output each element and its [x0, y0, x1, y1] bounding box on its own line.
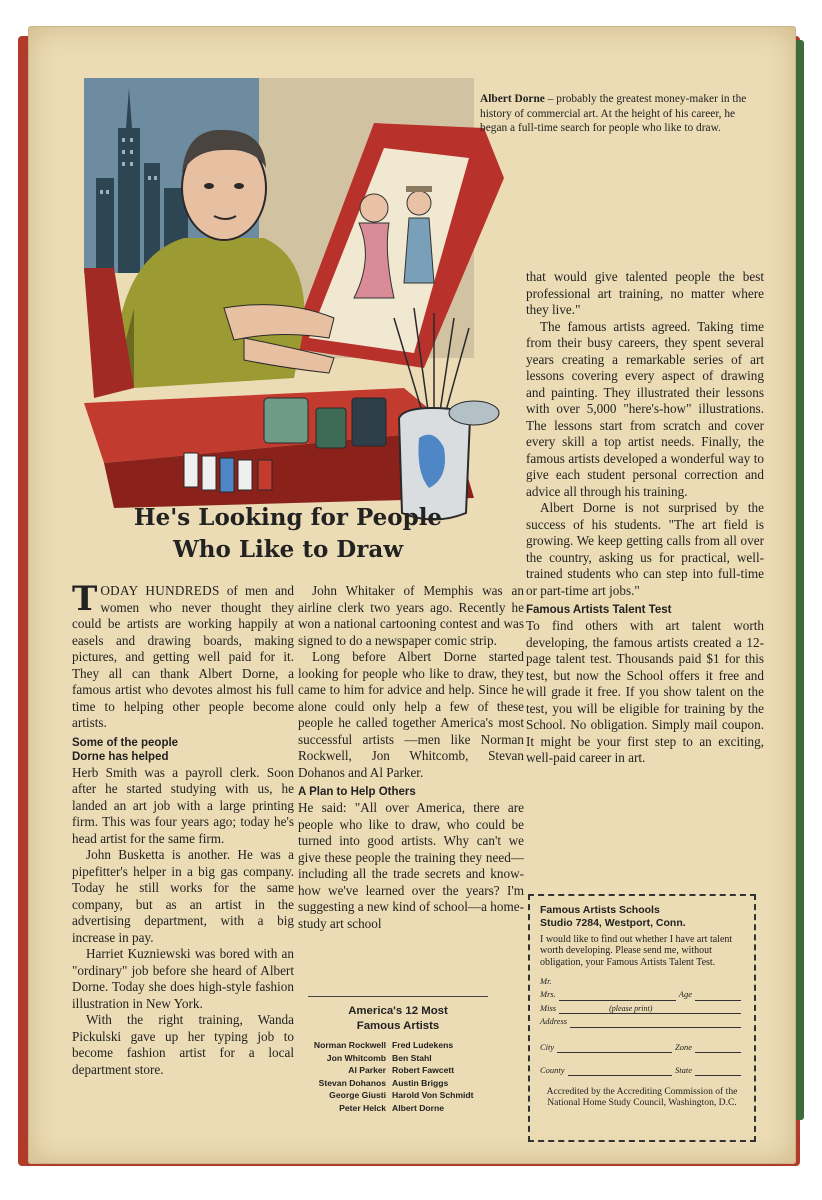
intro-text: of men and women who never thought they could be artists are working happily at easels and drawing boards, making pictures, and getting well paid for it. They all can thank Albert Dorne, a famous artist who devotes almost his full time to helping other people become artists.	[72, 583, 294, 730]
section-heading-line-1: Some of the people	[72, 736, 179, 749]
coupon-field-address[interactable]	[540, 1016, 744, 1027]
artist-row	[286, 1039, 516, 1052]
artist-name: Austin Briggs	[392, 1077, 449, 1088]
coupon-label-age: Age	[678, 989, 692, 1000]
drop-cap: T	[72, 579, 98, 619]
artist-row	[286, 1102, 516, 1115]
lead-smallcaps: ODAY HUNDREDS	[100, 583, 220, 598]
coupon-label-state: State	[675, 1064, 692, 1075]
coupon-label-city: City	[540, 1041, 555, 1052]
artists-title-line-1: America's 12 Most	[348, 1005, 448, 1017]
intro-paragraph	[72, 579, 294, 732]
coupon-label-zone: Zone	[675, 1041, 692, 1052]
coupon-field-miss[interactable]	[540, 1003, 744, 1014]
coupon-label-please-print: (please print)	[609, 1004, 653, 1014]
caption-name: Albert Dorne	[480, 93, 545, 105]
coupon-body: I would like to find out whether I have art talent worth developing. Please send me, without obligation, your Famous Artists Talent Test.	[540, 934, 733, 968]
coupon-label-address: Address	[540, 1016, 568, 1027]
paragraph-wanda: With the right training, Wanda Pickulski gave up her typing job to become fashion artist for a local department store.	[72, 1012, 294, 1077]
coupon-label-miss: Miss	[540, 1002, 557, 1013]
artist-row	[286, 1064, 516, 1077]
coupon-name-line[interactable]	[559, 990, 676, 1001]
coupon-title	[540, 904, 744, 930]
headline	[88, 502, 488, 566]
paragraph-talent-test: To find others with art talent worth developing, the famous artists created a 12-page talent test. Thousands paid $1 for this test, but now the School offers it free and will grade it free. If you show talent on the test, you will be eligible for training by the School. No obligation. Simply mail coupon. It might be your first step to an exciting, well-paid career in art.	[526, 618, 764, 765]
artist-illustration	[74, 68, 504, 530]
coupon-field-county[interactable]	[540, 1065, 744, 1076]
coupon-label-county: County	[540, 1064, 565, 1075]
headline-line-1: He's Looking for People	[133, 504, 443, 531]
coupon-print-hint	[559, 1003, 741, 1014]
article-column-2	[298, 583, 524, 932]
paragraph-long-before: Long before Albert Dorne started looking for people who like to draw, they came to him for advice and help. Since he alone could only help a few of these people he called together America's most successful artists —men like Norman Rockwell, Jon Whitcomb, Stevan Dohanos and Al Parker.	[298, 649, 524, 780]
coupon-accreditation: Accredited by the Accrediting Commission of the National Home Study Council, Washington, D.C.	[546, 1086, 738, 1109]
paragraph-john-whitaker: John Whitaker of Memphis was an airline clerk two years ago. Recently he won a national cartooning contest and was signed to do a newspaper comic strip.	[298, 583, 524, 648]
artist-name: Stevan Dohanos	[318, 1077, 386, 1088]
headline-line-2: Who Like to Draw	[172, 536, 404, 563]
artist-name: Norman Rockwell	[313, 1040, 386, 1050]
coupon-field-mrs[interactable]	[540, 989, 744, 1000]
artists-divider	[308, 996, 488, 997]
coupon-title-line-2: Studio 7284, Westport, Conn.	[540, 917, 686, 929]
paragraph-herb-smith: Herb Smith was a payroll clerk. Soon after he started studying with us, he landed an art job with a large printing firm. This was four years ago; today he's head artist for the same firm.	[72, 764, 294, 846]
comic-back-page	[28, 26, 796, 1164]
artist-name: Peter Helck	[339, 1102, 386, 1113]
artists-list-title	[288, 1004, 508, 1034]
artist-name: Fred Ludekens	[392, 1040, 454, 1050]
artist-name: Albert Dorne	[392, 1102, 445, 1113]
artists-list	[286, 1039, 516, 1114]
artist-name: Robert Fawcett	[392, 1065, 455, 1075]
artist-row	[286, 1077, 516, 1090]
coupon-label-mrs: Mrs.	[540, 989, 556, 1000]
artist-row	[286, 1052, 516, 1065]
coupon-state-line[interactable]	[695, 1065, 741, 1076]
artist-row	[286, 1089, 516, 1102]
coupon-county-line[interactable]	[568, 1065, 672, 1076]
paragraph-continued: that would give talented people the best professional art training, no matter where they live."	[526, 269, 764, 317]
coupon-field-mr[interactable]	[540, 976, 744, 987]
coupon-title-line-1: Famous Artists Schools	[540, 904, 660, 916]
artist-name: Jon Whitcomb	[326, 1052, 386, 1063]
section-heading-plan: A Plan to Help Others	[298, 786, 416, 798]
paragraph-not-surprised: Albert Dorne is not surprised by the success of his students. "The art field is growing. We keep getting calls from all over the country, asking us for practical, well-trained students who can step into full-time or part-time art jobs."	[526, 500, 764, 598]
caption-text: – probably the greatest money-maker in the history of commercial art. At the height of his career, he began a full-time search for people who like to draw.	[480, 93, 747, 135]
article-column-3	[526, 269, 764, 767]
artist-name: Ben Stahl	[392, 1052, 432, 1063]
mail-coupon[interactable]	[528, 894, 756, 1142]
section-heading-helped	[72, 736, 294, 764]
paragraph-harriet: Harriet Kuzniewski was bored with an "ordinary" job before she heard of Albert Dorne. Today she does high-style fashion illustration in New York.	[72, 946, 294, 1011]
artists-title-line-2: Famous Artists	[356, 1020, 440, 1032]
paragraph-john-busketta: John Busketta is another. He was a pipefitter's helper in a big gas company. Today he still works for the same company, but as an artist in the advertising department, with a big increase in pay.	[72, 847, 294, 945]
coupon-city-line[interactable]	[557, 1042, 672, 1053]
coupon-address-line[interactable]	[570, 1017, 741, 1028]
artist-name: George Giusti	[329, 1090, 386, 1100]
paragraph-he-said: He said: "All over America, there are people who like to draw, who could be turned into good artists. Why can't we give these people the training they need—including all the trade secrets and know-how we've learned over the years? I'm suggesting a new kind of school—a home-study art school	[298, 800, 524, 931]
artist-name: Al Parker	[348, 1065, 386, 1075]
artist-name: Harold Von Schmidt	[392, 1090, 474, 1100]
coupon-age-line[interactable]	[695, 990, 741, 1001]
coupon-label-mr: Mr.	[540, 975, 552, 986]
illustration-caption	[480, 92, 760, 136]
section-heading-talent-test: Famous Artists Talent Test	[526, 604, 672, 616]
paragraph-artists-agreed: The famous artists agreed. Taking time from their busy careers, they spent several years creating a remarkable series of art lessons covering every aspect of drawing and painting. They illustrated their lessons with over 5,000 "here's-how" illustrations. The lessons start from scratch and cover every skill a top artist needs. Finally, the famous artists developed a wonderful way to give each student personal correction and advice all through his training.	[526, 318, 764, 499]
section-heading-line-2: Dorne has helped	[72, 750, 169, 763]
coupon-field-city[interactable]	[540, 1042, 744, 1053]
coupon-zone-line[interactable]	[695, 1042, 741, 1053]
article-column-1	[72, 579, 294, 1078]
